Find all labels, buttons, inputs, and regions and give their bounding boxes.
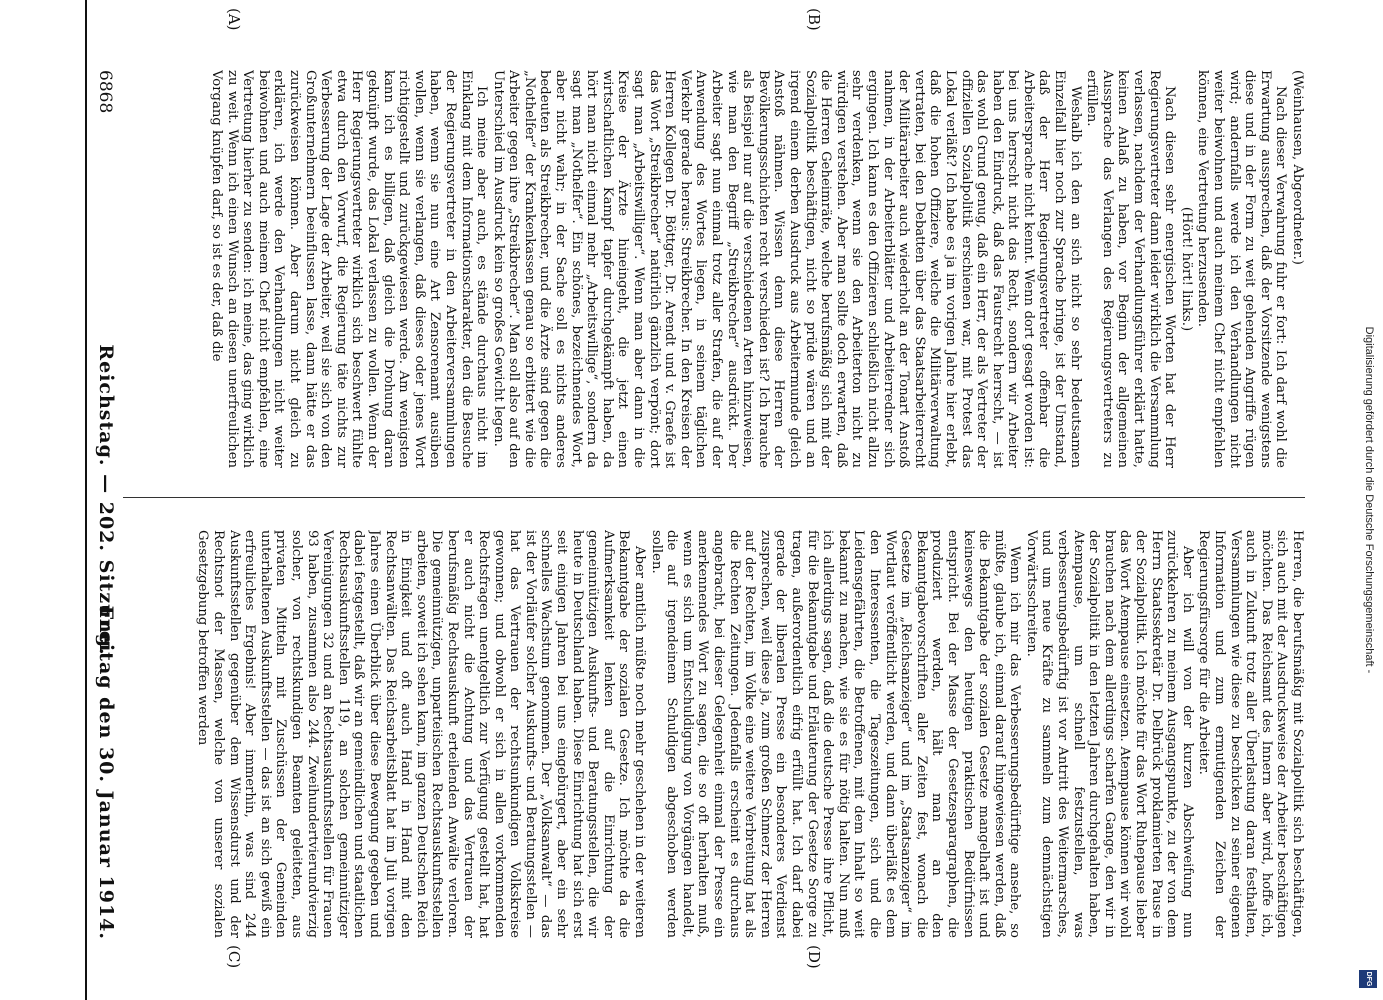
left-column [123, 70, 1305, 468]
right-paragraph-1: Herren, die berufsmäßig mit Sozialpolitik sich beschäftigen, sich auch mit der Ausdrucksweise der Arbeiter beschäftigen möchten. Das Reichsamt des Innern aber wird, hoffe ich, auch in Zukunft trotz aller Überlastung daran festhalten, Versammlungen wie diese zu beschicken zu seiner eigenen Information und zum ermutigenden Zeichen der Regierungsfürsorge für die Arbeiter. [1196, 530, 1305, 938]
text-columns [123, 0, 1305, 1000]
digitization-note: Digitalisierung gefördert durch die Deutsche Forschungsgemeinschaft - [1363, 326, 1375, 674]
session-date: Freitag den 30. Januar 1914. [95, 605, 117, 940]
running-head [85, 0, 121, 1000]
margin-mark-a: (A) [225, 8, 243, 31]
margin-mark-c: (C) [225, 945, 243, 969]
right-column [123, 530, 1305, 938]
left-paragraph-3: Weshalb ich den an sich nicht so sehr bedeutsamen Einzelfall hier noch zur Sprache bringe, ist der Umstand, daß der Herr Regierungsvertreter offenbar die Arbeitersprache nicht kennt. Wenn dort gesagt worden ist: bei uns herrscht nicht das Recht, sondern wir Arbeiter haben den Eindruck, daß das Faustrecht herrscht, — ist das wohl Grund genug, daß ein Herr, der als Vertreter der offiziellen Sozialpolitik erschienen war, mit Protest das Lokal verläßt? Ich habe es ja im vorigen Jahre hier erlebt, daß die hohen Offiziere, welche die Militärverwaltung vertraten, bei den Debatten über das Staatsarbeiterrecht der Militärarbeiter auch wiederholt an der Tonart Anstoß nahmen, in der Arbeiterblätter und Arbeiterredner sich ergingen. Ich kann es den Offizieren schließlich nicht allzu sehr verdenken, wenn sie den Arbeiterton nicht zu würdigen verstehen. Aber man sollte doch erwarten, daß die Herren Geheimräte, welche berufsmäßig sich mit der Sozialpolitik beschäftigen, nicht so prüde wären und an irgend einem derben Ausdruck aus Arbeitermunde gleich Anstoß nähmen. Wissen denn diese Herren der Bevölkerungsschichten recht verschieden ist? Ich brauche als Beispiel nur auf die verschiedenen Arten hinzuweisen, wie man den Begriff „Streikbrecher“ ausdrückt. Der Arbeiter sagt nun einmal trotz aller Strafen, die auf der Anwendung des Wortes liegen, in seinem täglichen Verkehr gerade heraus: Streikbrecher. In den Kreisen der Herren Kollegen Dr. Böttger, Dr. Arendt und v. Graefe ist das Wort „Streikbrecher“ natürlich gänzlich verpönt; dort sagt man „Arbeitswilliger“. Wenn man aber dann in die Kreise der Ärzte hineingeht, die jetzt einen wirtschaftlichen Kampf tapfer durchgekämpft haben, da hört man nicht einmal mehr „Arbeitswillige“, sondern da sagt man „Nothelfer“. Ein schönes, bezeichnendes Wort, aber nicht wahr; in der Sache soll es nichts anderes bedeuten als Streikbrecher, und die Ärzte sind gegen die „Nothelfer“ der Krankenkassen genau so erbittert wie die Arbeiter gegen ihre „Streikbrecher“. Man soll also auf den Unterschied im Ausdruck kein so großes Gewicht legen. [490, 70, 1083, 468]
digitization-footer [1353, 0, 1383, 1000]
left-paragraph-4: Ich meine aber auch, es stände durchaus nicht im Einklang mit dem Informationscharakter, den die Besuche der Regierungsvertreter in den Arbeiterversammlungen haben, wenn sie nun eine Art Zensorenamt ausüben wollen, wenn sie verlangen, daß dieses oder jenes Wort richtiggestellt und zurückgewiesen werde. Am wenigsten kann ich es billigen, daß gleich die Drohung daran geknüpft wurde, das Lokal verlassen zu wollen. Wenn der Herr Regierungsvertreter wirklich sich beschwert fühlte etwa durch den Vorwurf, die Regierung täte nichts zur Verbesserung der Lage der Arbeiter, weil sie sich von den Großunternehmern beeinflussen lasse, dann hätte er das zurückweisen können. Aber darum nicht gleich zu erklären, ich werde den Verhandlungen nicht weiter beiwohnen und auch meinem Chef nicht empfehlen, eine Vertretung hierher zu senden: ich meine, das ging wirklich zu weit. Wenn ich einen Wunsch an diesen unerfreulichen Vorgang knüpfen darf, so ist es der, daß die [209, 70, 490, 468]
column-divider [123, 497, 1305, 498]
left-interjection: (Hört! hört! links.) [1178, 206, 1194, 332]
right-paragraph-2: Aber ich will von der kurzen Abschweifung nun zurückkehren zu meinem Ausgangspunkte, zu der von dem Herrn Staatssekretär Dr. Delbrück proklamierten Pause in der Sozialpolitik. Ich möchte für das Wort Ruhepause lieber das Wort Atempause einsetzen. Atempause können wir wohl brauchen nach dem allerdings scharfen Gange, den wir in der Sozialpolitik in den letzten Jahren durchgehalten haben, Atempause, um schnell festzustellen, was verbesserungsbedürftig ist vor Antritt des Weitermarsches, und um neue Kräfte zu sammeln zum demnächstigen Vorwärtsschreiten. [1023, 530, 1195, 938]
left-paragraph-1: Nach dieser Verwahrung fuhr er fort: Ich darf wohl die Erwartung aussprechen, daß der Vorsitzende wenigstens diese und in der Form zu weit gehenden Angriffe rügen wird; andernfalls werde ich den Verhandlungen nicht weiter beiwohnen und auch meinem Chef nicht empfehlen können, eine Vertretung herzusenden. [1195, 70, 1289, 468]
left-paragraph-2: Nach diesen sehr energischen Worten hat der Herr Regierungsvertreter dann leider wirklich die Versammlung verlassen, nachdem der Verhandlungsführer erklärt hatte, keinen Anlaß zu haben, vor Beginn der allgemeinen Aussprache das Verlangen des Regierungsvertreters zu erfüllen. [1084, 70, 1178, 468]
right-paragraph-4: Aber amtlich müßte noch mehr geschehen in der weiteren Bekanntgabe der sozialen Gesetze. Ich möchte da die Aufmerksamkeit lenken auf die Einrichtung der gemeinnützigen Auskunfts- und Beratungsstellen, die wir heute in Deutschland haben. Diese Einrichtung hat sich erst seit einigen Jahren bei uns eingebürgert, aber ein sehr schnelles Wachstum genommen. Der „Volksanwalt“ — das ist der Vorläufer solcher Auskunfts- und Beratungsstellen — hat das Vertrauen der rechtsunkundigen Volkskreise gewonnen; und obwohl er sich in allen vorkommenden Rechtsfragen unentgeltlich zur Verfügung gestellt hat, hat er auch nicht die Achtung und das Vertrauen der berufsmäßig Rechtsauskunft erteilenden Anwälte verloren. Die gemeinnützigen, unparteiischen Rechtsauskunftsstellen arbeiten, soweit ich sehen kann, im ganzen Deutschen Reich in Einigkeit und oft auch Hand in Hand mit den Rechtsanwälten. Das Reichsarbeitsblatt hat im Juli vorigen Jahres einen Überblick über diese Bewegung gegeben und dabei festgestellt, daß wir an gemeindlichen und staatlichen Rechtsauskunftsstellen 119, an solchen gemeinnütziger Vereinigungen 32 und an Rechtsauskunftsstellen für Frauen 93 haben, zusammen also 244. Zweihundertvierundvierzig solcher, von rechtskundigen Beamten geleiteten, aus privaten Mitteln mit Zuschüssen der Gemeinden unterhaltenen Auskunftsstellen — das ist an sich gewiß ein erfreuliches Ergebnis! Aber immerhin, was sind 244 Auskunftsstellen gegenüber dem Wissensdurst und der Rechtsnot der Massen, welche von unserer sozialen Gesetzgebung betroffen werden [195, 530, 648, 938]
session-title: Reichstag. — 202. Sitzung. [95, 344, 117, 656]
dfg-logo: DFG [1359, 970, 1377, 988]
margin-mark-d: (D) [805, 945, 823, 969]
speaker-label: (Weinhausen, Abgeordneter.) [1290, 70, 1305, 265]
right-paragraph-3: Wenn ich mir das Verbesserungsbedürftige ansehe, so müßte, glaube ich, einmal darauf hingewiesen werden, daß die Bekanntgabe der sozialen Gesetze mangelhaft ist und keineswegs den heutigen praktischen Bedürfnissen entspricht. Bei der Masse der Gesetzesparagraphen, die produziert werden, hält man an den Bekanntgabevorschriften aller Zeiten fest, wonach die Gesetze im „Reichsanzeiger“ und im „Staatsanzeiger“ im Wortlaut veröffentlicht werden, und dann überläßt es dem den Interessenten, die Tageszeitungen, sich und die Leidensgefährten, die Betroffenen, mit dem Inhalt so weit bekannt zu machen, wie sie es für nötig halten. Nun muß ich allerdings sagen, daß die deutsche Presse ihre Pflicht, für die Bekanntgabe und Erläuterung der Gesetze Sorge zu tragen, außerordentlich eifrig erfüllt hat. Ich darf dabei gerade der liberalen Presse ein besonderes Verdienst zusprechen, weil diese ja, zum großen Schmerz der Herren auf der Rechten, im Volke eine weitere Verbreitung hat als die Rechten Zeitungen. Jedenfalls erscheint es durchaus angebracht, bei dieser Gelegenheit einmal der Presse ein anerkennendes Wort zu sagen, die so oft herhalten muß, wenn es sich um Entschuldigung von Vorgängen handelt, die auf irgendeinem Schuldigen abgeschoben werden sollen. [648, 530, 1023, 938]
margin-mark-b: (B) [805, 8, 823, 31]
page-number: 6868 [95, 70, 115, 114]
